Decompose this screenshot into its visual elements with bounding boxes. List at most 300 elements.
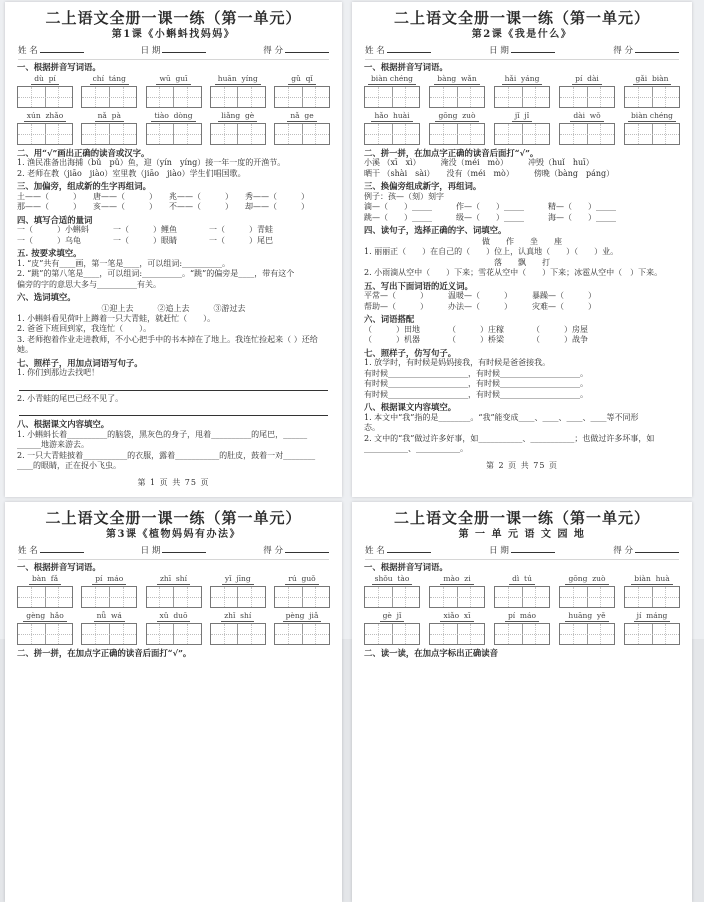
writing-cell bbox=[46, 587, 60, 607]
pinyin-word bbox=[274, 74, 330, 108]
pinyin-word bbox=[364, 111, 420, 145]
writing-cell bbox=[18, 124, 32, 144]
writing-cell bbox=[653, 124, 667, 144]
name-label: 姓 名 bbox=[18, 46, 38, 56]
character-writing-box bbox=[364, 86, 420, 108]
writing-cell bbox=[96, 124, 110, 144]
pinyin-label: mào zi bbox=[440, 574, 473, 585]
date-field bbox=[141, 44, 207, 56]
date-label: 日 期 bbox=[489, 46, 509, 56]
character-writing-box bbox=[494, 86, 550, 108]
pinyin-label: pèng jiǎ bbox=[283, 611, 322, 622]
pinyin-label: yǐ jīng bbox=[222, 574, 254, 585]
date-blank-line bbox=[511, 44, 555, 53]
pinyin-word bbox=[210, 74, 266, 108]
date-blank-line bbox=[162, 544, 206, 553]
pinyin-word bbox=[624, 74, 680, 108]
character-writing-box bbox=[17, 86, 73, 108]
writing-cell bbox=[639, 124, 653, 144]
writing-cell bbox=[393, 587, 407, 607]
writing-cell bbox=[625, 624, 639, 644]
page-footer: 第 2 页 共 75 页 bbox=[486, 460, 558, 470]
writing-cell bbox=[639, 87, 653, 107]
exercise-line: 滴—（ ）_____ 作—（ ）_____ 精—（ ）_____ bbox=[364, 202, 616, 211]
character-writing-box bbox=[17, 586, 73, 608]
writing-cell bbox=[59, 624, 72, 644]
pinyin-word bbox=[81, 574, 137, 608]
character-writing-box bbox=[429, 123, 485, 145]
writing-cell bbox=[523, 587, 537, 607]
writing-cell bbox=[225, 587, 239, 607]
pinyin-word-row bbox=[364, 74, 680, 108]
writing-cell bbox=[430, 87, 444, 107]
writing-cell bbox=[471, 87, 484, 107]
writing-cell bbox=[444, 124, 458, 144]
section-heading: 五、写出下面词语的近义词。 bbox=[364, 280, 473, 291]
pinyin-word-row bbox=[17, 74, 330, 108]
name-field bbox=[365, 44, 431, 56]
pinyin-word bbox=[624, 111, 680, 145]
writing-cell bbox=[275, 87, 289, 107]
writing-cell bbox=[588, 624, 602, 644]
writing-cell bbox=[536, 624, 549, 644]
writing-cell bbox=[110, 124, 124, 144]
writing-cell bbox=[238, 87, 252, 107]
writing-cell bbox=[509, 624, 523, 644]
writing-cell bbox=[110, 87, 124, 107]
pinyin-word bbox=[17, 74, 73, 108]
writing-cell bbox=[238, 124, 252, 144]
writing-cell bbox=[601, 124, 614, 144]
writing-cell bbox=[188, 624, 201, 644]
lesson-subtitle: 第1课《小蝌蚪找妈妈》 bbox=[111, 29, 236, 40]
page-title: 二上语文全册一课一练（第一单元） bbox=[393, 9, 650, 27]
character-writing-box bbox=[146, 86, 202, 108]
character-writing-box bbox=[559, 86, 615, 108]
score-blank-line bbox=[635, 544, 679, 553]
pinyin-word bbox=[559, 611, 615, 645]
page-title: 二上语文全册一课一练（第一单元） bbox=[393, 509, 650, 527]
writing-cell bbox=[560, 124, 574, 144]
writing-cell bbox=[147, 87, 161, 107]
answer-line bbox=[19, 404, 328, 416]
section-heading: 六、选词填空。 bbox=[17, 292, 76, 302]
pinyin-label: bàn fǎ bbox=[29, 574, 61, 585]
writing-cell bbox=[252, 624, 265, 644]
name-field bbox=[18, 44, 84, 56]
writing-cell bbox=[458, 124, 472, 144]
pinyin-label: bàng wǎn bbox=[434, 74, 479, 85]
exercise-line: 2. 小青蛙的尾巴已经不见了。 bbox=[17, 393, 124, 403]
pinyin-word bbox=[364, 74, 420, 108]
writing-cell bbox=[59, 87, 72, 107]
writing-cell bbox=[406, 124, 419, 144]
lesson-subtitle: 第3课《植物妈妈有办法》 bbox=[106, 529, 241, 540]
writing-cell bbox=[188, 124, 201, 144]
writing-cell bbox=[124, 587, 137, 607]
writing-cell bbox=[523, 87, 537, 107]
exercise-line: （ ）机器 （ ）桥梁 （ ）战争 bbox=[364, 335, 588, 344]
writing-cell bbox=[601, 587, 614, 607]
section-heading: 六、词语搭配 bbox=[364, 314, 415, 324]
pinyin-word bbox=[210, 611, 266, 645]
writing-cell bbox=[653, 587, 667, 607]
name-label: 姓 名 bbox=[365, 46, 385, 56]
writing-cell bbox=[588, 587, 602, 607]
writing-cell bbox=[303, 624, 317, 644]
exercise-line: 态。 bbox=[364, 423, 380, 432]
exercise-line: 平常—（ ） 温暖—（ ） 暴躁—（ ） bbox=[364, 291, 596, 300]
section-heading: 二、拼一拼，在加点字正确的读音后面打“√”。 bbox=[17, 647, 192, 658]
pinyin-label: tiào dòng bbox=[151, 111, 195, 122]
pinyin-word bbox=[146, 111, 202, 145]
writing-cell bbox=[601, 87, 614, 107]
pinyin-word-row bbox=[364, 574, 680, 608]
character-writing-box bbox=[81, 623, 137, 645]
section-heading: 二、读一读，在加点字标出正确读音 bbox=[364, 647, 498, 658]
exercise-line: 1. 放学时，有时候是妈妈接我，有时候是爸爸接我。 bbox=[364, 358, 551, 367]
section-heading: 三、换偏旁组成新字，再组词。 bbox=[364, 181, 482, 191]
exercise-line: 土——（ ） 唐——（ ） 兆——（ ） 秀——（ ） bbox=[17, 191, 309, 201]
exercise-line: 1. “皮”共有____画，第一笔是____，可以组词:__________。 bbox=[17, 258, 231, 268]
pinyin-label: dài wǒ bbox=[570, 111, 603, 122]
pinyin-label: xiǎo xī bbox=[440, 611, 473, 622]
character-writing-box bbox=[559, 586, 615, 608]
writing-cell bbox=[188, 87, 201, 107]
writing-cell bbox=[509, 87, 523, 107]
writing-cell bbox=[82, 624, 96, 644]
page-body bbox=[17, 62, 330, 472]
writing-cell bbox=[523, 124, 537, 144]
writing-cell bbox=[574, 624, 588, 644]
character-writing-box bbox=[274, 123, 330, 145]
writing-cell bbox=[406, 87, 419, 107]
exercise-line: 2. “跳”的第八笔是____，可以组词:__________。“跳”的偏旁是____，带有这个 bbox=[17, 269, 295, 278]
character-writing-box bbox=[210, 623, 266, 645]
pinyin-label: xǔ duō bbox=[157, 611, 191, 622]
score-blank-line bbox=[635, 44, 679, 53]
word-bank: 做 作 坐 座 bbox=[482, 236, 562, 246]
pinyin-word bbox=[210, 111, 266, 145]
writing-cell bbox=[59, 124, 72, 144]
meta-row bbox=[365, 44, 679, 60]
writing-cell bbox=[252, 87, 265, 107]
pinyin-word bbox=[364, 574, 420, 608]
writing-cell bbox=[225, 124, 239, 144]
writing-cell bbox=[471, 624, 484, 644]
pinyin-label: pí dài bbox=[572, 74, 602, 85]
character-writing-box bbox=[429, 623, 485, 645]
pinyin-word bbox=[559, 111, 615, 145]
score-blank-line bbox=[285, 44, 329, 53]
writing-cell bbox=[365, 87, 379, 107]
pinyin-label: xún zhǎo bbox=[24, 111, 66, 122]
writing-cell bbox=[316, 124, 329, 144]
writing-cell bbox=[275, 124, 289, 144]
section-heading: 五. 按要求填空。 bbox=[17, 248, 82, 258]
pinyin-label: biàn huà bbox=[631, 574, 672, 585]
exercise-line: 帮助—（ ） 办法—（ ） 灾难—（ ） bbox=[364, 301, 596, 311]
exercise-line: ___________、___________。 bbox=[364, 444, 468, 453]
page-body bbox=[364, 562, 680, 658]
pinyin-label: rú guǒ bbox=[285, 574, 318, 585]
character-writing-box bbox=[494, 623, 550, 645]
pinyin-word bbox=[81, 611, 137, 645]
date-field bbox=[489, 544, 555, 556]
writing-cell bbox=[289, 587, 303, 607]
lesson-subtitle: 第2课《我是什么》 bbox=[471, 29, 573, 40]
writing-cell bbox=[124, 624, 137, 644]
writing-cell bbox=[174, 587, 188, 607]
pinyin-label: gèng hǎo bbox=[23, 611, 66, 622]
writing-cell bbox=[160, 124, 174, 144]
writing-cell bbox=[509, 587, 523, 607]
writing-cell bbox=[188, 587, 201, 607]
writing-cell bbox=[379, 587, 393, 607]
answer-line bbox=[19, 379, 328, 391]
exercise-line: 偏旁的字的意思大多与__________有关。 bbox=[17, 279, 161, 289]
writing-cell bbox=[458, 624, 472, 644]
pinyin-label: shǒu tào bbox=[372, 574, 413, 585]
pinyin-word bbox=[81, 74, 137, 108]
writing-cell bbox=[574, 587, 588, 607]
pinyin-label: gǎi biàn bbox=[633, 74, 672, 85]
character-writing-box bbox=[494, 123, 550, 145]
writing-cell bbox=[82, 587, 96, 607]
page-body bbox=[364, 62, 680, 455]
writing-cell bbox=[82, 124, 96, 144]
pinyin-word bbox=[559, 574, 615, 608]
pinyin-word bbox=[17, 111, 73, 145]
writing-cell bbox=[458, 587, 472, 607]
pinyin-word bbox=[494, 574, 550, 608]
pinyin-label: nǎ pà bbox=[95, 111, 124, 122]
pinyin-word bbox=[274, 111, 330, 145]
character-writing-box bbox=[17, 623, 73, 645]
date-field bbox=[489, 44, 555, 56]
pinyin-word-row bbox=[17, 574, 330, 608]
name-blank-line bbox=[40, 44, 84, 53]
writing-cell bbox=[252, 587, 265, 607]
writing-cell bbox=[32, 87, 46, 107]
writing-cell bbox=[289, 624, 303, 644]
writing-cell bbox=[289, 124, 303, 144]
meta-row bbox=[365, 544, 679, 560]
pinyin-word bbox=[146, 574, 202, 608]
writing-cell bbox=[666, 124, 679, 144]
section-heading: 三、加偏旁，组成新的生字再组词。 bbox=[17, 181, 151, 191]
worksheet-page-4[interactable] bbox=[352, 502, 692, 902]
character-writing-box bbox=[429, 86, 485, 108]
pinyin-label: jí máng bbox=[634, 611, 671, 622]
exercise-line: 2. 小雨滴从空中（ ）下来；雪花从空中（ ）下来；冰雹从空中（ ）下来。 bbox=[364, 268, 663, 277]
writing-cell bbox=[46, 124, 60, 144]
pinyin-word-row bbox=[17, 111, 330, 145]
section-heading: 二、拼一拼，在加点字正确的读音后面打“√”。 bbox=[364, 147, 539, 158]
writing-cell bbox=[444, 587, 458, 607]
lesson-subtitle: 第 一 单 元 语 文 园 地 bbox=[458, 529, 586, 540]
pinyin-word bbox=[494, 611, 550, 645]
section-heading: 四、读句子，选择正确的字、词填空。 bbox=[364, 225, 507, 235]
writing-cell bbox=[625, 124, 639, 144]
writing-cell bbox=[174, 124, 188, 144]
exercise-line: 一（ ）小蝌蚪 一（ ）鲤鱼 一（ ）青蛙 bbox=[17, 225, 273, 234]
pinyin-label: gè jǐ bbox=[380, 611, 405, 622]
character-writing-box bbox=[624, 623, 680, 645]
character-writing-box bbox=[210, 586, 266, 608]
writing-cell bbox=[303, 124, 317, 144]
pinyin-word bbox=[559, 74, 615, 108]
writing-cell bbox=[588, 124, 602, 144]
character-writing-box bbox=[81, 86, 137, 108]
writing-cell bbox=[124, 87, 137, 107]
pinyin-word bbox=[146, 611, 202, 645]
writing-cell bbox=[211, 587, 225, 607]
writing-cell bbox=[601, 624, 614, 644]
writing-cell bbox=[18, 587, 32, 607]
pinyin-word bbox=[17, 611, 73, 645]
pinyin-label: dì tú bbox=[509, 574, 535, 585]
pinyin-word-row bbox=[364, 111, 680, 145]
writing-cell bbox=[430, 124, 444, 144]
exercise-line: （ ）田地 （ ）庄稼 （ ）房屋 bbox=[364, 324, 588, 334]
section-heading: 七、照样子，用加点词语写句子。 bbox=[17, 357, 143, 368]
exercise-line: 例子：孩—（刻）刻字 bbox=[364, 191, 444, 201]
character-writing-box bbox=[210, 86, 266, 108]
writing-cell bbox=[18, 624, 32, 644]
section-heading: 一、根据拼音写词语。 bbox=[364, 562, 448, 572]
pinyin-label: huān yíng bbox=[215, 74, 261, 85]
exercise-line: 1. 渔民准备出海捕（bǔ pǔ）鱼，迎（yín yíng）接一年一度的开渔节。 bbox=[17, 158, 286, 167]
writing-cell bbox=[430, 587, 444, 607]
section-heading: 二、用“√”画出正确的读音或汉字。 bbox=[17, 147, 150, 158]
character-writing-box bbox=[494, 586, 550, 608]
writing-cell bbox=[160, 587, 174, 607]
writing-cell bbox=[495, 587, 509, 607]
section-heading: 七、照样子，仿写句子。 bbox=[364, 347, 457, 358]
pinyin-label: huāng yě bbox=[565, 611, 608, 622]
character-writing-box bbox=[624, 123, 680, 145]
score-field bbox=[263, 544, 329, 556]
character-writing-box bbox=[274, 586, 330, 608]
writing-cell bbox=[124, 124, 137, 144]
pinyin-word bbox=[17, 574, 73, 608]
word-bank: ①迎上去 ②追上去 ③游过去 bbox=[101, 303, 246, 313]
exercise-line: 1. 本文中“我”指的是________。“我”能变成____、____、____、____等不同形 bbox=[364, 412, 639, 422]
writing-cell bbox=[211, 124, 225, 144]
worksheet-page-1[interactable] bbox=[5, 2, 342, 497]
name-blank-line bbox=[387, 544, 431, 553]
pinyin-label: zhǐ shí bbox=[221, 611, 254, 622]
writing-cell bbox=[523, 624, 537, 644]
date-blank-line bbox=[511, 544, 555, 553]
writing-cell bbox=[211, 624, 225, 644]
pinyin-word bbox=[624, 611, 680, 645]
writing-cell bbox=[303, 87, 317, 107]
writing-cell bbox=[458, 87, 472, 107]
pinyin-word bbox=[429, 611, 485, 645]
writing-cell bbox=[32, 624, 46, 644]
worksheet-page-3[interactable] bbox=[5, 502, 342, 902]
character-writing-box bbox=[274, 86, 330, 108]
writing-cell bbox=[289, 87, 303, 107]
exercise-line: 1. 丽丽正（ ）在自己的（ ）位上，认真地（ ）（ ）业。 bbox=[364, 246, 619, 256]
writing-cell bbox=[96, 587, 110, 607]
writing-cell bbox=[393, 124, 407, 144]
character-writing-box bbox=[364, 123, 420, 145]
exercise-line: 1. 小蝌蚪长着__________的脑袋，黑灰色的身子，甩着__________的尾巴，______ bbox=[17, 429, 308, 439]
exercise-line: 1. 小蝌蚪看见荷叶上蹲着一只大青蛙，就赶忙（ ）。 bbox=[17, 313, 216, 323]
writing-cell bbox=[444, 87, 458, 107]
section-heading: 一、根据拼音写词语。 bbox=[364, 62, 448, 72]
section-heading: 一、根据拼音写词语。 bbox=[17, 562, 101, 572]
character-writing-box bbox=[146, 623, 202, 645]
pinyin-label: nǚ wá bbox=[94, 611, 125, 622]
pinyin-label: biàn chéng bbox=[368, 74, 416, 85]
character-writing-box bbox=[146, 586, 202, 608]
character-writing-box bbox=[429, 586, 485, 608]
pinyin-label: chí táng bbox=[90, 74, 129, 85]
writing-cell bbox=[82, 87, 96, 107]
writing-cell bbox=[666, 587, 679, 607]
name-field bbox=[18, 544, 84, 556]
exercise-line: 跳—（ ）_____ 级—（ ）_____ 海—（ ）_____ bbox=[364, 212, 616, 222]
exercise-line: 晒干 （shài sài） 没有（méi mò） 傍晚（bàng páng） bbox=[364, 168, 615, 178]
exercise-line: ______地游来游去。 bbox=[17, 440, 89, 449]
pinyin-word bbox=[429, 74, 485, 108]
name-label: 姓 名 bbox=[365, 546, 385, 556]
pinyin-word-row bbox=[17, 611, 330, 645]
writing-cell bbox=[560, 87, 574, 107]
writing-cell bbox=[509, 124, 523, 144]
section-heading: 八、根据课文内容填空。 bbox=[364, 402, 457, 412]
writing-cell bbox=[110, 587, 124, 607]
writing-cell bbox=[574, 124, 588, 144]
pinyin-word bbox=[274, 574, 330, 608]
pinyin-word bbox=[494, 74, 550, 108]
writing-cell bbox=[495, 124, 509, 144]
writing-cell bbox=[430, 624, 444, 644]
meta-row bbox=[18, 544, 329, 560]
writing-cell bbox=[471, 124, 484, 144]
pinyin-word bbox=[81, 111, 137, 145]
pinyin-word bbox=[146, 74, 202, 108]
character-writing-box bbox=[17, 123, 73, 145]
writing-cell bbox=[365, 624, 379, 644]
writing-cell bbox=[406, 587, 419, 607]
score-label: 得 分 bbox=[613, 546, 633, 556]
writing-cell bbox=[393, 87, 407, 107]
character-writing-box bbox=[146, 123, 202, 145]
score-label: 得 分 bbox=[263, 546, 283, 556]
writing-cell bbox=[560, 587, 574, 607]
pinyin-label: gōng zuò bbox=[435, 111, 478, 122]
score-label: 得 分 bbox=[263, 46, 283, 56]
exercise-line: 2. 老师在教（jiāo jiào）室里教（jiāo jiào）学生们唱国歌。 bbox=[17, 168, 246, 178]
pinyin-label: biàn chéng bbox=[628, 111, 676, 122]
character-writing-box bbox=[624, 86, 680, 108]
worksheet-page-2[interactable] bbox=[352, 2, 692, 497]
writing-cell bbox=[393, 624, 407, 644]
date-field bbox=[141, 544, 207, 556]
pinyin-word bbox=[364, 611, 420, 645]
score-field bbox=[613, 44, 679, 56]
writing-cell bbox=[238, 587, 252, 607]
writing-cell bbox=[46, 87, 60, 107]
pinyin-label: dù pí bbox=[31, 74, 59, 85]
writing-cell bbox=[32, 124, 46, 144]
writing-cell bbox=[110, 624, 124, 644]
